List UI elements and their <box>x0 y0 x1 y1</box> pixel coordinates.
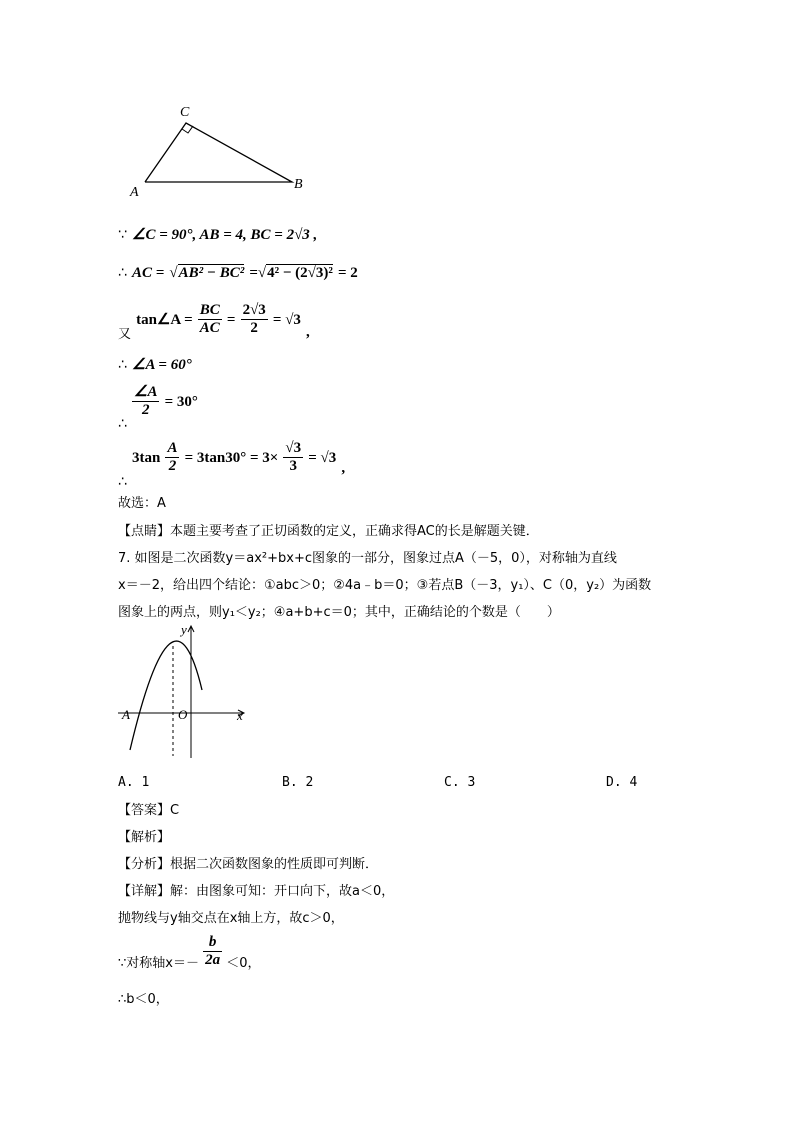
step-line-1 <box>118 224 317 244</box>
option-b: B. 2 <box>282 775 314 790</box>
analysis-tag: 【解析】 <box>118 830 171 845</box>
step-line-3: $_又$ tan∠A = $\frac{BC}{AC}$ = $\frac{2√3}{2}$ = √3 , <box>118 302 310 342</box>
origin-label: O <box>178 707 188 722</box>
answer-tag: 【答案】 <box>118 803 171 818</box>
dianjing-line <box>118 520 539 539</box>
radicand-2: 4² − (2√3)² <box>267 265 333 281</box>
b-sign-line: ∴b＜0， <box>118 992 169 1007</box>
fraction-a-2: $\frac{A}{2}$ <box>167 440 178 474</box>
step-line-5: ∴ $\frac{\angle A}{2}$ = 30° <box>118 384 198 432</box>
xiangjie-text: 解：由图象可知：开口向下，故a＜0， <box>170 884 395 899</box>
final-result: = √3 <box>308 450 337 466</box>
axis-suffix: ＜0， <box>226 956 261 971</box>
vertex-label-c: C <box>180 105 190 120</box>
point-a-label: A <box>122 707 130 722</box>
question-line-3: 图象上的两点，则y₁＜y₂；④a+b+c＝0；其中，正确结论的个数是（ ） <box>118 605 560 620</box>
dianjing-text: 本题主要考查了正切函数的定义，正确求得AC的长是解题关键． <box>170 524 539 539</box>
because-symbol: ∵ <box>118 227 127 243</box>
dianjing-tag: 【点睛】 <box>118 524 171 539</box>
option-c: C. 3 <box>444 775 476 790</box>
vertex-label-b: B <box>294 177 303 192</box>
ac-result: = 2 <box>338 265 358 281</box>
question-line-2: x＝－2，给出四个结论：①abc＞0；②4a﹣b＝0；③若点B（－3，y₁）、C（0，y₂）为函数 <box>118 578 652 593</box>
half-angle-fraction: $\frac{\angle A}{2}$ <box>134 384 158 418</box>
parabola-figure <box>116 620 256 760</box>
option-d: D. 4 <box>606 775 638 790</box>
half-angle-result: = 30° <box>164 394 198 410</box>
step-line-2: ∴ AC = √AB² − BC² =√4² − (2√3)² = 2 <box>118 265 358 281</box>
c-sign-line: 抛物线与y轴交点在x轴上方，故c＞0， <box>118 911 344 926</box>
step-line-4: ∴ ∠A = 60° <box>118 357 192 373</box>
vertex-label-a: A <box>130 185 139 200</box>
axis-line <box>118 934 261 971</box>
also-prefix: 又 <box>118 327 132 342</box>
step-line-6: ∴ 3tan $\frac{A}{2}$ = 3tan30° = 3× $\frac{√3}{3}$ = √3 , <box>118 440 346 490</box>
answer-value: C <box>170 803 180 818</box>
angle-a-value: ∠A = 60° <box>132 357 192 373</box>
option-a: A. 1 <box>118 775 150 790</box>
fenxi-tag: 【分析】 <box>118 857 171 872</box>
tan-lhs: tan∠A = <box>136 312 193 328</box>
fraction-2root3-2: $\frac{2√3}{2}$ <box>242 302 266 336</box>
tan-result: = √3 <box>272 312 301 328</box>
given-conditions: ∠C = 90°, AB = 4, BC = 2√3 , <box>132 227 318 243</box>
y-axis-label: y <box>181 622 187 637</box>
xiangjie-tag: 【详解】 <box>118 884 171 899</box>
triangle-outline <box>145 123 292 182</box>
xiangjie-line <box>118 880 394 899</box>
radicand-1: AB² − BC² <box>178 265 245 281</box>
therefore-symbol: ∴ <box>118 265 127 281</box>
answer-section <box>118 799 179 818</box>
fenxi-text: 根据二次函数图象的性质即可判断． <box>170 857 379 872</box>
x-axis-label: x <box>237 708 243 723</box>
axis-fraction: $\frac{b}{2a}$ <box>205 934 221 968</box>
question-line-1: 7. 如图是二次函数y＝ax²+bx+c图象的一部分，图象过点A（－5，0），对称轴为直线 <box>118 551 617 566</box>
axis-prefix: ∵对称轴x＝－ <box>118 956 199 971</box>
fenxi-line <box>118 853 378 872</box>
fraction-root3-3: $\frac{√3}{3}$ <box>285 440 302 474</box>
answer-line: 故选：A <box>118 496 166 511</box>
triangle-figure <box>118 100 318 200</box>
fraction-bc-ac: $\frac{BC}{AC}$ <box>199 302 220 336</box>
ac-lhs: AC = <box>132 265 165 281</box>
